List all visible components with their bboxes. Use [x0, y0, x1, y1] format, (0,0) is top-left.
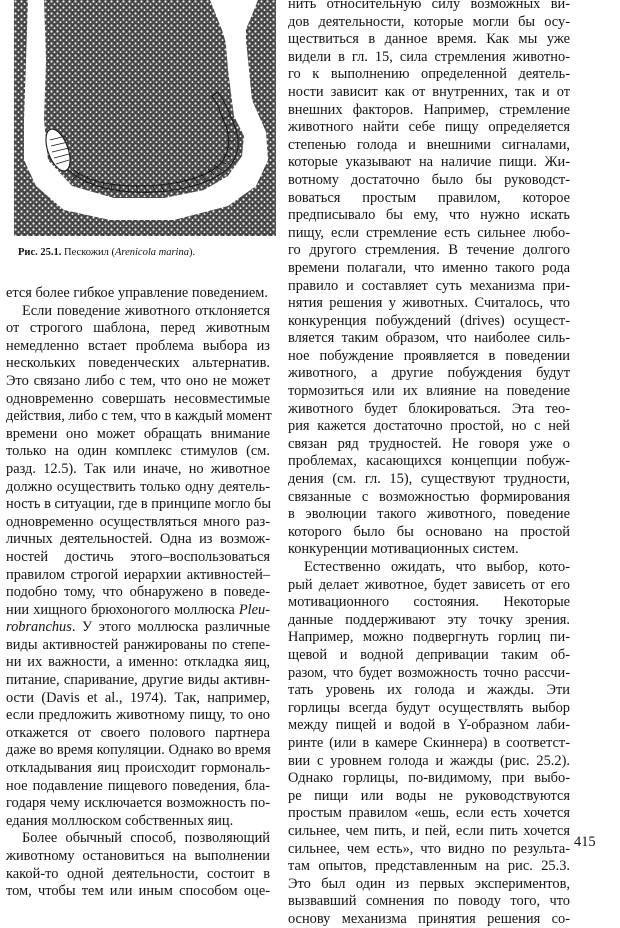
text-line-content: личных деятельностей. Одна из возмож-: [6, 531, 270, 548]
text-line: [6, 795, 270, 813]
text-line-content: ости (Davis et al., 1974). Так, например,: [6, 689, 270, 706]
text-line-content: ществиться в данное время. Как мы уже: [288, 31, 570, 48]
text-line: [288, 295, 570, 313]
text-line: [6, 514, 270, 532]
text-line: [6, 567, 270, 585]
text-line-content: животного будет блокироваться. Эта тео-: [288, 400, 570, 417]
text-line-content: внешних факторов. Например, стремление: [288, 101, 570, 118]
text-line: [288, 278, 570, 296]
text-line-content: Однако горлицы, по-видимому, при выбо-: [288, 770, 570, 787]
text-line-content: го другого стремления. В течение долгого: [288, 242, 570, 259]
lugworm-figure: [14, 0, 276, 236]
text-line-content: щевой и водной депривации таким об-: [288, 646, 570, 663]
text-line: [288, 418, 570, 436]
text-line-content: которые указывают на наличие пищи. Жи-: [288, 154, 570, 171]
text-line-content: нятия решения у животных. Считалось, что: [288, 295, 570, 312]
text-line-content: ется более гибкое управление поведением.: [6, 285, 268, 301]
text-line: [288, 172, 570, 190]
text-line-content: разом, что будет возможность точно рассчи-: [288, 664, 570, 681]
text-line-content: между пищей и водой в Y-образном лаби-: [288, 717, 570, 734]
text-line: [6, 690, 270, 708]
text-line: [288, 506, 570, 524]
text-line-content: едания моллюском собственных яиц.: [6, 812, 234, 829]
text-line: [288, 102, 570, 120]
text-line: [288, 260, 570, 278]
text-line: [6, 285, 270, 303]
text-line: [6, 725, 270, 743]
caption-text: Пескожил (: [64, 247, 115, 258]
text-line-content: животного найти себе пищу определяется: [288, 119, 570, 136]
text-line: [6, 303, 270, 321]
text-line: [288, 31, 570, 49]
text-line-content: даже во время копуляции. Однако во время: [6, 742, 271, 759]
text-line: [288, 489, 570, 507]
text-line: [288, 629, 570, 647]
text-line-content: откажется от своего полового партнера: [6, 724, 270, 741]
text-line-tail: . У этого моллюска различные: [71, 619, 270, 636]
text-line: [288, 858, 570, 876]
text-line-content: одновременно осуществляться много раз-: [6, 513, 270, 530]
text-line-content: там опытов, представленным на рис. 25.3.: [288, 858, 570, 875]
text-line: [6, 672, 270, 690]
text-line-content: рия кажется достаточно простой, но с ней: [288, 418, 570, 435]
text-line-content: животному остановиться на выполнении: [6, 848, 270, 864]
text-line: [288, 471, 570, 489]
text-line: [6, 479, 270, 497]
text-line: [288, 84, 570, 102]
text-line-content: данные поддерживают эту точку зрения.: [288, 611, 570, 628]
right-text-column: [288, 0, 570, 928]
text-line-content: дения (см. гл. 15), существуют трудности,: [288, 471, 570, 488]
text-line: [288, 841, 570, 859]
latin-genus-name: Pleu-: [238, 601, 270, 618]
text-line-content: воваться простым правилом, которое: [288, 189, 570, 206]
text-line-content: ностей достичь этого–воспользоваться: [6, 548, 270, 565]
text-line-content: нить относительную силу возможных ви-: [288, 0, 570, 12]
text-line-content: пищу, если стремление есть сильнее любо-: [288, 224, 570, 241]
text-line-content: вии с уровнем голода и жажды (рис. 25.2).: [288, 752, 570, 769]
text-line-content: вляется таким образом, что наиболее силь-: [288, 330, 570, 347]
text-line-content: вызвавший сомнения по поводу того, что: [288, 893, 570, 910]
text-line: [288, 911, 570, 928]
text-line-content: конкуренции мотивационных систем.: [288, 541, 519, 558]
caption-end: ).: [188, 247, 196, 258]
text-line: [288, 436, 570, 454]
text-line-content: откладывания яиц происходит гормональ-: [6, 760, 270, 777]
text-line: [288, 524, 570, 542]
text-line: [288, 313, 570, 331]
text-line-content: видели в гл. 15, сила стремления животно-: [288, 48, 570, 65]
text-line: [288, 453, 570, 471]
text-line-content: ни их важности, а именно: откладка яиц,: [6, 654, 270, 671]
text-line: [288, 0, 570, 14]
text-line: [6, 619, 270, 637]
text-line-content: правилом строгой иерархии активностей–: [6, 566, 270, 583]
text-line-content: в эволюции такого животного, поведение: [288, 506, 570, 523]
text-line-content: только на один комплекс стимулов (см.: [6, 443, 270, 460]
text-line-content: какой-то одной деятельности, состоит в: [6, 865, 270, 882]
text-line: [6, 408, 270, 426]
text-line: [288, 876, 570, 894]
text-line: [288, 805, 570, 823]
text-line-content: Естественно ожидать, что выбор, кото-: [304, 559, 570, 575]
text-line: [6, 848, 270, 866]
text-line-content: ринте (или в камере Скиннера) в соответст-: [288, 734, 570, 751]
text-line-content: питание, спаривание, другие виды активн-: [6, 672, 270, 689]
text-line-content: степенью голода и внешними сигналами,: [288, 136, 570, 153]
text-line-content: времени оно может обращать внимание: [6, 425, 270, 442]
text-line-content: нескольких поведенческих альтернатив.: [6, 355, 270, 372]
text-line-content: тать уровень их голода и жажды. Эти: [288, 682, 570, 699]
text-line: [288, 242, 570, 260]
text-line: [288, 753, 570, 771]
text-line-content: должно осуществить только одну деятель-: [6, 478, 270, 495]
text-line-content: тормозиться или их влияние на поведение: [288, 383, 570, 400]
text-line: [6, 637, 270, 655]
text-line: [288, 207, 570, 225]
text-line-content: ре пищи или воды не руководствуются: [288, 787, 570, 804]
text-line-content: ное побуждение проявляется в поведении: [288, 347, 570, 364]
text-line: [288, 383, 570, 401]
page-number: 415: [574, 834, 596, 850]
figure-caption: [18, 246, 280, 260]
text-line-content: Более обычный способ, позволяющий: [22, 830, 270, 847]
text-line-content: если предложить животному пищу, то оно: [6, 707, 270, 724]
text-line: [288, 348, 570, 366]
text-line-content: виды активностей ранжированы по степе-: [6, 636, 270, 653]
text-line: [6, 866, 270, 884]
text-line-content: предписывало бы ему, что нужно искать: [288, 207, 570, 224]
text-line: [288, 190, 570, 208]
text-line: [288, 559, 570, 577]
text-line: [288, 137, 570, 155]
text-line-content: Это был один из первых экспериментов,: [288, 875, 570, 892]
lugworm-burrow-drawing: [14, 0, 276, 236]
text-line-content: годаря чему исключается возможность по-: [6, 795, 270, 812]
caption-number: Рис. 25.1.: [18, 247, 62, 258]
text-line: [6, 443, 270, 461]
text-line: [288, 365, 570, 383]
text-line: [6, 320, 270, 338]
text-line: [288, 770, 570, 788]
text-line: [6, 496, 270, 514]
latin-genus-name: robranchus: [6, 619, 72, 636]
text-line: [288, 225, 570, 243]
text-line: [288, 541, 570, 559]
text-line-content: основу механизма принятия решения со-: [288, 910, 570, 927]
text-line-content: ность в ситуации, где в принципе могло бы: [6, 496, 272, 513]
text-line: [6, 760, 270, 778]
text-line: [6, 742, 270, 760]
text-line: [288, 401, 570, 419]
text-line-content: горлицы всегда будут осуществлять выбор: [288, 699, 570, 716]
text-line: [288, 647, 570, 665]
text-line: [6, 355, 270, 373]
text-line: [288, 717, 570, 735]
text-line-content: действия, либо с тем, что в каждый момент: [6, 408, 272, 425]
text-line-content: связанные с возможностью формирования: [288, 488, 570, 505]
text-line-content: немедленно встает проблема выбора из: [6, 337, 270, 354]
text-line: [6, 830, 270, 848]
text-line-content: ности зависит как от внутренних, так и от: [288, 83, 570, 100]
text-line: [288, 682, 570, 700]
text-line-content: одновременно совершать несовместимые: [6, 390, 270, 407]
text-line: [288, 119, 570, 137]
text-line: [288, 665, 570, 683]
left-text-column: [6, 285, 270, 901]
text-line: [6, 373, 270, 391]
text-line-content: сильнее, чем есть», что видно по результа-: [288, 840, 570, 857]
text-line: [288, 823, 570, 841]
text-line-content: связан ряд трудностей. Не говоря уже о: [288, 435, 570, 452]
text-line: [288, 788, 570, 806]
text-line: [6, 602, 270, 620]
text-line-content: правило и составляет суть механизма при-: [288, 277, 570, 294]
text-line-content: дов деятельности, которые могли бы осу-: [288, 13, 570, 30]
text-line: [6, 461, 270, 479]
text-line-content: которого было бы основано на простой: [288, 523, 570, 540]
text-line-content: разд. 12.5). Так или иначе, но животное: [6, 460, 270, 477]
text-line: [288, 700, 570, 718]
text-line: [288, 66, 570, 84]
text-line: [6, 654, 270, 672]
text-line: [288, 735, 570, 753]
text-line: [288, 330, 570, 348]
text-line: [6, 707, 270, 725]
text-line: [288, 154, 570, 172]
text-line-content: простым правилом «ешь, если есть хочется: [288, 805, 570, 822]
text-line-content: проблемах, касающихся концепции побуж-: [288, 453, 570, 470]
caption-latin-name: Arenicola marina: [114, 247, 189, 258]
text-line-content: Например, можно подвергнуть горлиц пи-: [288, 629, 570, 646]
text-line: [6, 426, 270, 444]
text-line: [288, 594, 570, 612]
text-line: [6, 338, 270, 356]
text-line-content: том, чтобы тем или иным способом оце-: [6, 883, 270, 900]
text-line: [6, 778, 270, 796]
text-line-content: от строгого шаблона, перед животным: [6, 320, 270, 337]
text-line: [6, 813, 270, 831]
text-line-content: времени полагали, что именно такого рода: [288, 259, 570, 276]
text-line-content: ное подавление пищевого поведения, бла-: [6, 777, 270, 794]
text-line: [288, 612, 570, 630]
text-line-content: конкуренция побуждений (drives) осущест-: [288, 312, 570, 329]
text-line-content: подобно тому, что обнаружено в поведе-: [6, 584, 270, 601]
text-line-content: Если поведение животного отклоняется: [22, 302, 270, 319]
text-line-content: Это связано либо с тем, что оно не может: [6, 372, 270, 389]
text-line: [6, 584, 270, 602]
text-line: [6, 391, 270, 409]
text-line-content: го к выполнению определенной деятель-: [288, 66, 570, 83]
text-line: [6, 549, 270, 567]
text-line: [6, 883, 270, 901]
text-line-content: рый делает животное, будет зависеть от его: [288, 576, 570, 593]
text-line: [6, 531, 270, 549]
text-line: [288, 577, 570, 595]
text-line-content: нии хищного брюхоногого моллюска: [6, 601, 239, 618]
text-line-content: животного, а другие побуждения будут: [288, 365, 570, 382]
text-line-content: мотивационного состояния. Некоторые: [288, 594, 570, 611]
text-line-content: сильнее, чем пить, и пей, если пить хочется: [288, 822, 570, 839]
text-line: [288, 14, 570, 32]
text-line: [288, 49, 570, 67]
text-line: [288, 893, 570, 911]
text-line-content: вотному достаточно было бы руководст-: [288, 171, 570, 188]
